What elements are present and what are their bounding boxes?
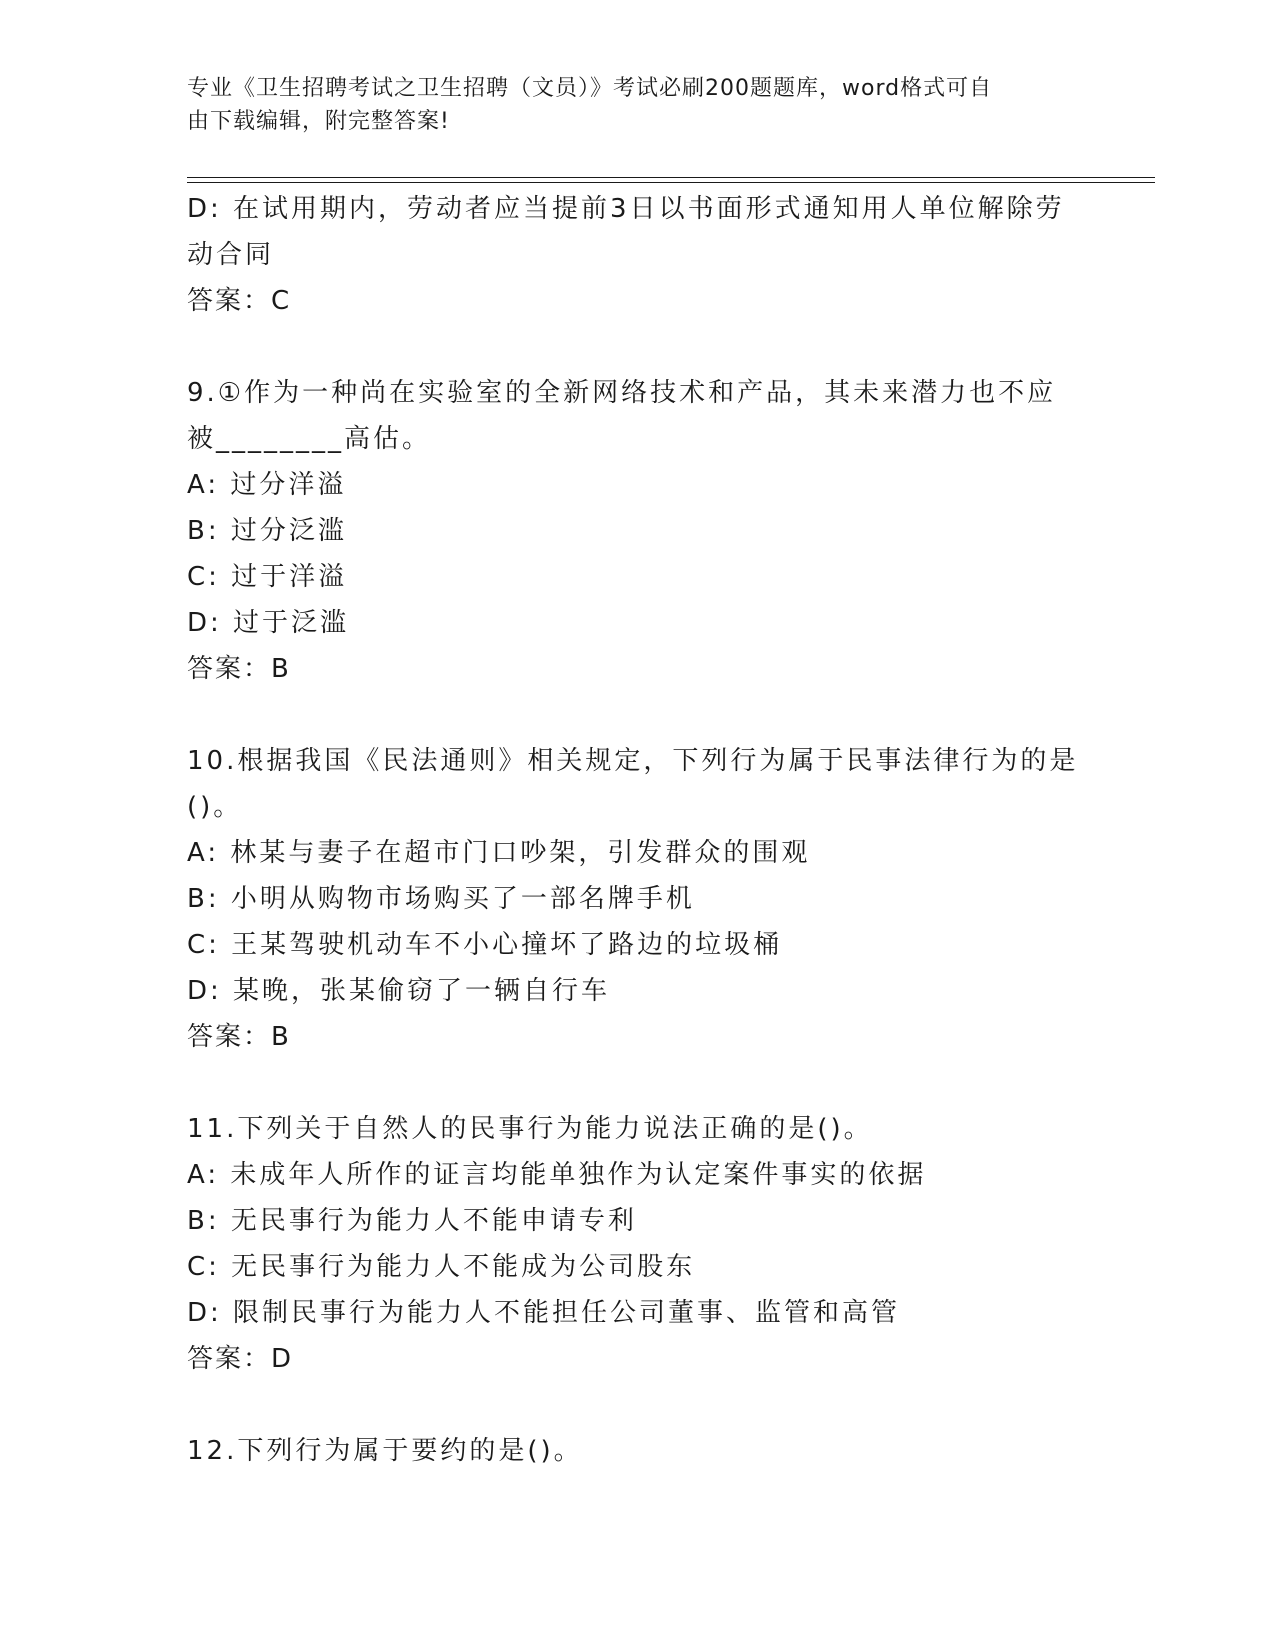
spacer: [187, 1382, 1087, 1428]
answer: 答案：C: [187, 286, 292, 316]
document-header: [187, 72, 1067, 138]
question-stem-continued: ()。: [187, 792, 243, 822]
question-stem: 11.下列关于自然人的民事行为能力说法正确的是()。: [187, 1114, 873, 1144]
question-11: [187, 1106, 1087, 1382]
answer: 答案：B: [187, 1022, 291, 1052]
option-a: A: 未成年人所作的证言均能单独作为认定案件事实的依据: [187, 1160, 927, 1190]
question-9: [187, 370, 1087, 692]
question-stem: 9.①作为一种尚在实验室的全新网络技术和产品，其未来潜力也不应: [187, 378, 1057, 408]
answer: 答案：D: [187, 1344, 294, 1374]
option-a: A: 林某与妻子在超市门口吵架，引发群众的围观: [187, 838, 811, 868]
option-c: C: 无民事行为能力人不能成为公司股东: [187, 1252, 696, 1282]
option-d: D: 某晚，张某偷窃了一辆自行车: [187, 976, 611, 1006]
option-d: D: 在试用期内，劳动者应当提前3日以书面形式通知用人单位解除劳: [187, 194, 1065, 224]
question-stem: 12.下列行为属于要约的是()。: [187, 1436, 583, 1466]
spacer: [187, 324, 1087, 370]
option-d: D: 过于泛滥: [187, 608, 350, 638]
answer: 答案：B: [187, 654, 291, 684]
question-10: [187, 738, 1087, 1060]
question-stem-continued: 被________高估。: [187, 424, 432, 454]
question-8: [187, 186, 1087, 324]
option-d-continued: 动合同: [187, 240, 275, 270]
header-divider-bottom: [187, 182, 1155, 183]
question-stem: 10.根据我国《民法通则》相关规定，下列行为属于民事法律行为的是: [187, 746, 1079, 776]
question-list: [187, 186, 1087, 1474]
header-line-2: 由下载编辑，附完整答案!: [187, 109, 450, 134]
option-c: C: 过于洋溢: [187, 562, 348, 592]
option-c: C: 王某驾驶机动车不小心撞坏了路边的垃圾桶: [187, 930, 783, 960]
option-b: B: 无民事行为能力人不能申请专利: [187, 1206, 637, 1236]
spacer: [187, 1060, 1087, 1106]
option-b: B: 过分泛滥: [187, 516, 347, 546]
question-12: [187, 1428, 1087, 1474]
header-line-1: 专业《卫生招聘考试之卫生招聘（文员）》考试必刷200题题库，word格式可自: [187, 76, 993, 101]
spacer: [187, 692, 1087, 738]
header-divider-top: [187, 177, 1155, 178]
option-a: A: 过分洋溢: [187, 470, 347, 500]
option-b: B: 小明从购物市场购买了一部名牌手机: [187, 884, 695, 914]
option-d: D: 限制民事行为能力人不能担任公司董事、监管和高管: [187, 1298, 901, 1328]
